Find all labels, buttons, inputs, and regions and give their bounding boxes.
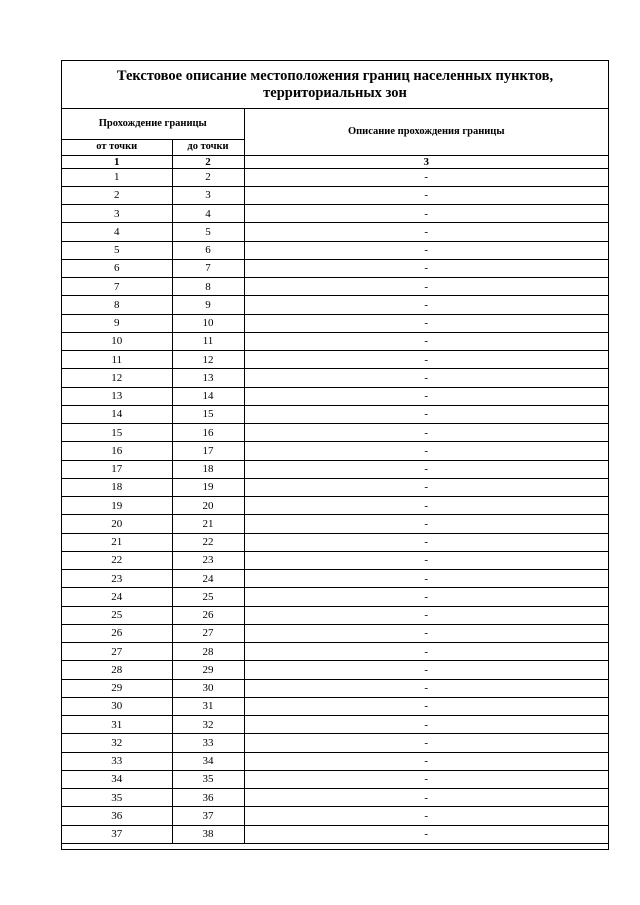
from-point-cell: 37 [62, 825, 172, 843]
from-point-cell: 17 [62, 460, 172, 478]
description-cell: - [244, 606, 608, 624]
table-row [62, 807, 608, 825]
description-cell: - [244, 643, 608, 661]
to-point-cell: 38 [172, 825, 244, 843]
to-point-cell: 27 [172, 624, 244, 642]
description-cell: - [244, 424, 608, 442]
to-point-cell: 35 [172, 770, 244, 788]
description-cell: - [244, 770, 608, 788]
to-point-cell: 24 [172, 570, 244, 588]
table-row [62, 588, 608, 606]
from-point-cell: 31 [62, 716, 172, 734]
from-point-cell: 13 [62, 387, 172, 405]
from-point-cell: 16 [62, 442, 172, 460]
table-row [62, 314, 608, 332]
table-row [62, 624, 608, 642]
description-cell: - [244, 332, 608, 350]
from-point-cell: 29 [62, 679, 172, 697]
from-point-cell: 27 [62, 643, 172, 661]
to-point-cell: 14 [172, 387, 244, 405]
description-cell: - [244, 442, 608, 460]
to-point-cell: 11 [172, 332, 244, 350]
table-row [62, 515, 608, 533]
to-point-cell: 26 [172, 606, 244, 624]
description-cell: - [244, 405, 608, 423]
description-cell: - [244, 369, 608, 387]
table-row [62, 643, 608, 661]
to-point-header: до точки [172, 139, 244, 155]
table-row [62, 296, 608, 314]
from-point-cell: 15 [62, 424, 172, 442]
description-cell: - [244, 679, 608, 697]
table-row [62, 369, 608, 387]
from-point-cell: 18 [62, 478, 172, 496]
from-point-cell: 24 [62, 588, 172, 606]
description-cell: - [244, 460, 608, 478]
to-point-cell: 5 [172, 223, 244, 241]
column-number: 2 [172, 155, 244, 168]
from-point-cell: 6 [62, 259, 172, 277]
to-point-cell: 15 [172, 405, 244, 423]
table-row [62, 570, 608, 588]
to-point-cell: 21 [172, 515, 244, 533]
to-point-cell: 34 [172, 752, 244, 770]
description-cell: - [244, 296, 608, 314]
column-number: 1 [62, 155, 172, 168]
description-cell: - [244, 734, 608, 752]
from-point-cell: 7 [62, 278, 172, 296]
table-row [62, 533, 608, 551]
description-cell: - [244, 551, 608, 569]
to-point-cell: 6 [172, 241, 244, 259]
from-point-cell: 35 [62, 789, 172, 807]
description-cell: - [244, 515, 608, 533]
document-frame [61, 60, 609, 850]
table-row [62, 497, 608, 515]
from-point-cell: 26 [62, 624, 172, 642]
from-point-cell: 23 [62, 570, 172, 588]
to-point-cell: 4 [172, 205, 244, 223]
from-point-cell: 19 [62, 497, 172, 515]
table-row [62, 223, 608, 241]
description-cell: - [244, 752, 608, 770]
description-cell: - [244, 624, 608, 642]
table-row [62, 478, 608, 496]
from-point-cell: 4 [62, 223, 172, 241]
table-row [62, 661, 608, 679]
to-point-cell: 25 [172, 588, 244, 606]
description-cell: - [244, 351, 608, 369]
table-row [62, 752, 608, 770]
to-point-cell: 33 [172, 734, 244, 752]
to-point-cell: 36 [172, 789, 244, 807]
table-row [62, 734, 608, 752]
to-point-cell: 2 [172, 168, 244, 186]
from-point-header: от точки [62, 139, 172, 155]
to-point-cell: 19 [172, 478, 244, 496]
description-cell: - [244, 387, 608, 405]
to-point-cell: 10 [172, 314, 244, 332]
table-row [62, 551, 608, 569]
from-point-cell: 11 [62, 351, 172, 369]
from-point-cell: 33 [62, 752, 172, 770]
from-point-cell: 12 [62, 369, 172, 387]
column-number: 3 [244, 155, 608, 168]
description-cell: - [244, 825, 608, 843]
description-cell: - [244, 241, 608, 259]
description-cell: - [244, 259, 608, 277]
description-cell: - [244, 716, 608, 734]
from-point-cell: 1 [62, 168, 172, 186]
description-cell: - [244, 807, 608, 825]
to-point-cell: 22 [172, 533, 244, 551]
to-point-cell: 9 [172, 296, 244, 314]
table-row [62, 405, 608, 423]
description-cell: - [244, 186, 608, 204]
from-point-cell: 10 [62, 332, 172, 350]
from-point-cell: 2 [62, 186, 172, 204]
to-point-cell: 7 [172, 259, 244, 277]
table-row [62, 770, 608, 788]
to-point-cell: 31 [172, 697, 244, 715]
description-cell: - [244, 661, 608, 679]
to-point-cell: 30 [172, 679, 244, 697]
description-cell: - [244, 478, 608, 496]
table-row [62, 186, 608, 204]
table-row [62, 332, 608, 350]
table-row [62, 825, 608, 843]
description-header: Описание прохождения границы [244, 109, 608, 155]
description-cell: - [244, 497, 608, 515]
description-cell: - [244, 223, 608, 241]
table-row [62, 697, 608, 715]
from-point-cell: 20 [62, 515, 172, 533]
from-point-cell: 3 [62, 205, 172, 223]
table-row [62, 241, 608, 259]
table-row [62, 716, 608, 734]
to-point-cell: 18 [172, 460, 244, 478]
description-cell: - [244, 789, 608, 807]
to-point-cell: 12 [172, 351, 244, 369]
description-cell: - [244, 570, 608, 588]
table-row [62, 679, 608, 697]
to-point-cell: 32 [172, 716, 244, 734]
table-row [62, 351, 608, 369]
from-point-cell: 14 [62, 405, 172, 423]
from-point-cell: 28 [62, 661, 172, 679]
from-point-cell: 21 [62, 533, 172, 551]
to-point-cell: 29 [172, 661, 244, 679]
table-row [62, 205, 608, 223]
description-cell: - [244, 533, 608, 551]
from-point-cell: 5 [62, 241, 172, 259]
description-cell: - [244, 168, 608, 186]
to-point-cell: 17 [172, 442, 244, 460]
table-row [62, 606, 608, 624]
table-row [62, 168, 608, 186]
group-header: Прохождение границы [62, 109, 244, 139]
table-row [62, 424, 608, 442]
from-point-cell: 9 [62, 314, 172, 332]
to-point-cell: 16 [172, 424, 244, 442]
from-point-cell: 34 [62, 770, 172, 788]
from-point-cell: 30 [62, 697, 172, 715]
table-row [62, 278, 608, 296]
description-cell: - [244, 278, 608, 296]
table-row [62, 387, 608, 405]
description-cell: - [244, 314, 608, 332]
document-title: Текстовое описание местоположения границ населенных пунктов, территориальных зон [62, 61, 608, 109]
to-point-cell: 13 [172, 369, 244, 387]
from-point-cell: 25 [62, 606, 172, 624]
to-point-cell: 8 [172, 278, 244, 296]
description-cell: - [244, 205, 608, 223]
to-point-cell: 37 [172, 807, 244, 825]
table-row [62, 442, 608, 460]
table-row [62, 789, 608, 807]
to-point-cell: 28 [172, 643, 244, 661]
table-row [62, 259, 608, 277]
to-point-cell: 20 [172, 497, 244, 515]
table-row [62, 460, 608, 478]
boundary-table [62, 109, 608, 844]
description-cell: - [244, 697, 608, 715]
description-cell: - [244, 588, 608, 606]
to-point-cell: 3 [172, 186, 244, 204]
from-point-cell: 32 [62, 734, 172, 752]
table-body [62, 168, 608, 843]
from-point-cell: 36 [62, 807, 172, 825]
column-number-row [62, 155, 608, 168]
from-point-cell: 22 [62, 551, 172, 569]
from-point-cell: 8 [62, 296, 172, 314]
to-point-cell: 23 [172, 551, 244, 569]
